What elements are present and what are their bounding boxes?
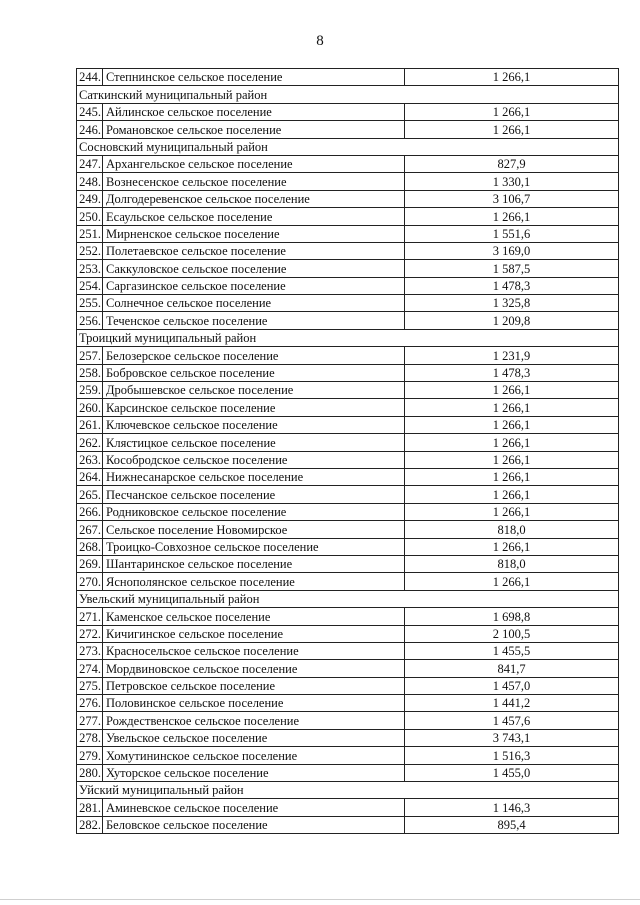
- row-number: 260.: [77, 399, 103, 416]
- table-row: [77, 677, 619, 694]
- table-row: [77, 364, 619, 381]
- settlement-name: Хомутининское сельское поселение: [103, 747, 405, 764]
- table-row: [77, 642, 619, 659]
- settlement-name: Петровское сельское поселение: [103, 677, 405, 694]
- table-row: [77, 69, 619, 86]
- settlement-name: Аминевское сельское поселение: [103, 799, 405, 816]
- district-header-row: [77, 138, 619, 155]
- settlement-value: 1 455,0: [405, 764, 619, 781]
- table-row: [77, 503, 619, 520]
- table-row: [77, 468, 619, 485]
- settlement-value: 1 455,5: [405, 642, 619, 659]
- table-row: [77, 555, 619, 572]
- row-number: 276.: [77, 695, 103, 712]
- settlement-name: Солнечное сельское поселение: [103, 295, 405, 312]
- table-row: [77, 764, 619, 781]
- settlement-name: Долгодеревенское сельское поселение: [103, 190, 405, 207]
- settlement-name: Яснополянское сельское поселение: [103, 573, 405, 590]
- district-name: Уйский муниципальный район: [77, 782, 619, 799]
- settlement-value: 1 551,6: [405, 225, 619, 242]
- table-row: [77, 625, 619, 642]
- table-row: [77, 382, 619, 399]
- table-row: [77, 608, 619, 625]
- table-row: [77, 660, 619, 677]
- settlement-value: 2 100,5: [405, 625, 619, 642]
- table-row: [77, 486, 619, 503]
- table-row: [77, 103, 619, 120]
- settlement-value: 1 266,1: [405, 103, 619, 120]
- page-number: 8: [316, 33, 324, 49]
- row-number: 279.: [77, 747, 103, 764]
- row-number: 252.: [77, 242, 103, 259]
- settlement-name: Карсинское сельское поселение: [103, 399, 405, 416]
- settlement-value: 841,7: [405, 660, 619, 677]
- settlement-value: 1 266,1: [405, 121, 619, 138]
- settlement-value: 1 266,1: [405, 69, 619, 86]
- table-row: [77, 347, 619, 364]
- settlement-value: 1 516,3: [405, 747, 619, 764]
- row-number: 247.: [77, 155, 103, 172]
- district-header-row: [77, 782, 619, 799]
- table-row: [77, 242, 619, 259]
- settlement-name: Половинское сельское поселение: [103, 695, 405, 712]
- settlement-value: 1 266,1: [405, 451, 619, 468]
- settlement-name: Рождественское сельское поселение: [103, 712, 405, 729]
- row-number: 268.: [77, 538, 103, 555]
- row-number: 280.: [77, 764, 103, 781]
- table-row: [77, 173, 619, 190]
- district-header-row: [77, 86, 619, 103]
- settlement-value: 1 266,1: [405, 416, 619, 433]
- settlement-value: 1 266,1: [405, 382, 619, 399]
- settlement-value: 1 266,1: [405, 208, 619, 225]
- settlement-name: Романовское сельское поселение: [103, 121, 405, 138]
- settlement-value: 1 266,1: [405, 434, 619, 451]
- district-header-row: [77, 590, 619, 607]
- settlement-name: Беловское сельское поселение: [103, 816, 405, 833]
- settlement-name: Нижнесанарское сельское поселение: [103, 468, 405, 485]
- row-number: 245.: [77, 103, 103, 120]
- settlement-name: Полетаевское сельское поселение: [103, 242, 405, 259]
- row-number: 244.: [77, 69, 103, 86]
- row-number: 271.: [77, 608, 103, 625]
- table-row: [77, 155, 619, 172]
- row-number: 265.: [77, 486, 103, 503]
- row-number: 259.: [77, 382, 103, 399]
- settlement-value: 1 146,3: [405, 799, 619, 816]
- settlement-value: 1 209,8: [405, 312, 619, 329]
- table-row: [77, 521, 619, 538]
- settlement-value: 1 325,8: [405, 295, 619, 312]
- settlement-name: Мордвиновское сельское поселение: [103, 660, 405, 677]
- page-bottom-edge: [0, 899, 640, 900]
- table-row: [77, 729, 619, 746]
- settlement-name: Бобровское сельское поселение: [103, 364, 405, 381]
- row-number: 253.: [77, 260, 103, 277]
- settlement-name: Увельское сельское поселение: [103, 729, 405, 746]
- district-name: Сосновский муниципальный район: [77, 138, 619, 155]
- table-row: [77, 416, 619, 433]
- settlement-name: Кичигинское сельское поселение: [103, 625, 405, 642]
- settlement-value: 818,0: [405, 521, 619, 538]
- settlement-value: 1 266,1: [405, 468, 619, 485]
- settlement-value: 1 330,1: [405, 173, 619, 190]
- district-name: Троицкий муниципальный район: [77, 329, 619, 346]
- row-number: 277.: [77, 712, 103, 729]
- settlements-table-body: [77, 69, 619, 834]
- row-number: 262.: [77, 434, 103, 451]
- settlement-name: Шантаринское сельское поселение: [103, 555, 405, 572]
- settlement-value: 1 457,6: [405, 712, 619, 729]
- row-number: 251.: [77, 225, 103, 242]
- settlement-value: 1 478,3: [405, 277, 619, 294]
- settlement-value: 1 266,1: [405, 503, 619, 520]
- settlement-value: 1 266,1: [405, 399, 619, 416]
- settlement-name: Хуторское сельское поселение: [103, 764, 405, 781]
- settlement-name: Кособродское сельское поселение: [103, 451, 405, 468]
- table-row: [77, 695, 619, 712]
- table-row: [77, 816, 619, 833]
- settlement-name: Ключевское сельское поселение: [103, 416, 405, 433]
- settlement-value: 818,0: [405, 555, 619, 572]
- settlement-value: 827,9: [405, 155, 619, 172]
- settlement-name: Песчанское сельское поселение: [103, 486, 405, 503]
- table-row: [77, 295, 619, 312]
- row-number: 264.: [77, 468, 103, 485]
- row-number: 282.: [77, 816, 103, 833]
- settlements-table: [76, 68, 619, 834]
- table-row: [77, 312, 619, 329]
- settlement-name: Есаульское сельское поселение: [103, 208, 405, 225]
- settlement-name: Теченское сельское поселение: [103, 312, 405, 329]
- table-row: [77, 434, 619, 451]
- settlement-value: 1 457,0: [405, 677, 619, 694]
- table-row: [77, 277, 619, 294]
- row-number: 270.: [77, 573, 103, 590]
- settlement-name: Саргазинское сельское поселение: [103, 277, 405, 294]
- row-number: 256.: [77, 312, 103, 329]
- district-name: Увельский муниципальный район: [77, 590, 619, 607]
- row-number: 281.: [77, 799, 103, 816]
- settlement-name: Троицко-Совхозное сельское поселение: [103, 538, 405, 555]
- row-number: 263.: [77, 451, 103, 468]
- row-number: 248.: [77, 173, 103, 190]
- settlement-name: Красносельское сельское поселение: [103, 642, 405, 659]
- row-number: 272.: [77, 625, 103, 642]
- row-number: 254.: [77, 277, 103, 294]
- table-row: [77, 225, 619, 242]
- settlement-name: Архангельское сельское поселение: [103, 155, 405, 172]
- settlement-value: 1 266,1: [405, 573, 619, 590]
- settlement-value: 1 266,1: [405, 486, 619, 503]
- row-number: 278.: [77, 729, 103, 746]
- settlement-name: Мирненское сельское поселение: [103, 225, 405, 242]
- row-number: 250.: [77, 208, 103, 225]
- settlement-name: Вознесенское сельское поселение: [103, 173, 405, 190]
- district-name: Саткинский муниципальный район: [77, 86, 619, 103]
- row-number: 246.: [77, 121, 103, 138]
- settlement-name: Степнинское сельское поселение: [103, 69, 405, 86]
- row-number: 249.: [77, 190, 103, 207]
- settlement-name: Родниковское сельское поселение: [103, 503, 405, 520]
- table-row: [77, 712, 619, 729]
- row-number: 275.: [77, 677, 103, 694]
- settlement-value: 3 106,7: [405, 190, 619, 207]
- table-row: [77, 260, 619, 277]
- settlement-name: Белозерское сельское поселение: [103, 347, 405, 364]
- table-row: [77, 121, 619, 138]
- table-row: [77, 399, 619, 416]
- row-number: 261.: [77, 416, 103, 433]
- district-header-row: [77, 329, 619, 346]
- table-row: [77, 799, 619, 816]
- row-number: 258.: [77, 364, 103, 381]
- table-row: [77, 190, 619, 207]
- settlement-value: 1 441,2: [405, 695, 619, 712]
- table-row: [77, 747, 619, 764]
- settlement-value: 1 698,8: [405, 608, 619, 625]
- settlement-value: 895,4: [405, 816, 619, 833]
- row-number: 273.: [77, 642, 103, 659]
- row-number: 274.: [77, 660, 103, 677]
- settlement-value: 3 169,0: [405, 242, 619, 259]
- settlement-value: 1 587,5: [405, 260, 619, 277]
- settlement-name: Саккуловское сельское поселение: [103, 260, 405, 277]
- settlement-name: Каменское сельское поселение: [103, 608, 405, 625]
- settlement-value: 1 266,1: [405, 538, 619, 555]
- table-row: [77, 451, 619, 468]
- settlement-name: Сельское поселение Новомирское: [103, 521, 405, 538]
- settlement-value: 1 231,9: [405, 347, 619, 364]
- row-number: 257.: [77, 347, 103, 364]
- settlement-name: Айлинское сельское поселение: [103, 103, 405, 120]
- settlement-name: Дробышевское сельское поселение: [103, 382, 405, 399]
- table-row: [77, 208, 619, 225]
- settlement-value: 1 478,3: [405, 364, 619, 381]
- row-number: 269.: [77, 555, 103, 572]
- settlement-name: Клястицкое сельское поселение: [103, 434, 405, 451]
- settlement-value: 3 743,1: [405, 729, 619, 746]
- row-number: 255.: [77, 295, 103, 312]
- table-row: [77, 538, 619, 555]
- row-number: 267.: [77, 521, 103, 538]
- row-number: 266.: [77, 503, 103, 520]
- table-row: [77, 573, 619, 590]
